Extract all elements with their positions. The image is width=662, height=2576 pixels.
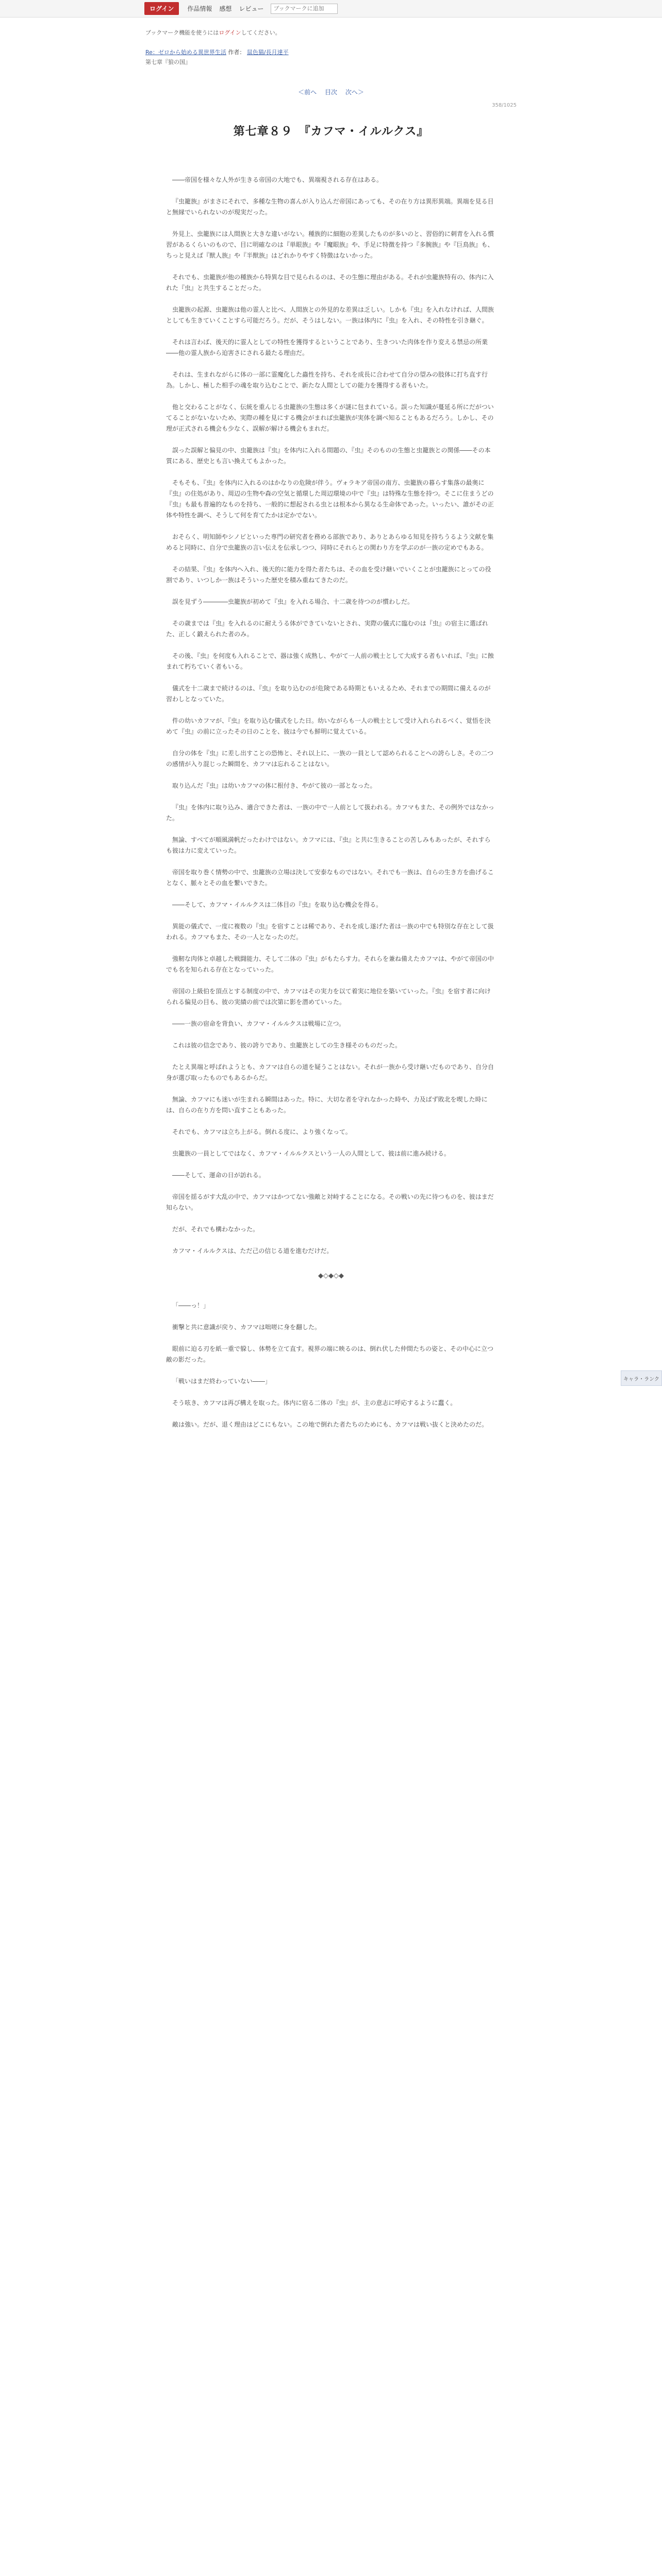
- paragraph: 外見上、虫籠族には人間族と大きな違いがない。種族的に細胞の差異したものが多いのと、習俗的に刺青を入れる慣習があるくらいのもので、目に明確なのは『単眼族』や『魔眼族』や、手足に特徴を持つ『多腕族』や『巨鳥族』も、ちっと見えば『獣人族』や『半獣族』はどれかりやすく特徴はないかった。: [166, 230, 494, 259]
- paragraph: それは言わば、後天的に霊人としての特性を獲得するということであり、生きついた肉体を作り変える禁忌の所業――他の霊人族から迫害さにされる最たる理由だ。: [166, 338, 488, 357]
- pager: [145, 88, 517, 96]
- paragraph: 無論、カフマにも迷いが生まれる瞬間はあった。特に、大切な者を守れなかった時や、力及ばず敗北を喫した時には、自らの在り方を問い直すこともあった。: [166, 1096, 488, 1114]
- next-link[interactable]: 次へ＞: [345, 89, 364, 96]
- paragraph: 帝国を揺るがす大乱の中で、カフマはかつてない強敵と対峙することになる。その戦いの先に待つものを、彼はまだ知らない。: [166, 1193, 494, 1211]
- author-prefix: 作者：: [228, 49, 245, 56]
- paragraph: 「戦いはまだ終わっていない――」: [172, 1378, 271, 1385]
- paragraph: そもそも、『虫』を体内に入れるのはかなりの危険が伴う。ヴォラキア帝国の南方、虫籠族の暮らす集落の最奥に『虫』の住処があり、周辺の生物や森の空気と循環した周辺環境の中で『虫』は特殊な生態を持つ。そこに住まうどの『虫』も最も普遍的なものを持ち、一般的に想起される虫とは根本から異なる生命体であった。いったい、誰がその正体や特性を調べ、そうして何を育てたかは定かでない。: [166, 479, 494, 519]
- paragraph: だが、それでも構わなかった。: [172, 1226, 259, 1233]
- paragraph: 無論、すべてが順風満帆だったわけではない。カフマには、『虫』と共に生きることの苦しみもあったが、それすらも彼は力に変えていった。: [166, 836, 491, 854]
- chapter-body: [145, 175, 517, 1257]
- login-notice: [145, 29, 517, 37]
- paragraph: 敵は強い。だが、退く理由はどこにもない。この地で倒れた者たちのためにも、カフマは戦い抜くと決めたのだ。: [172, 1421, 488, 1428]
- paragraph: 取り込んだ『虫』は幼いカフマの体に根付き、やがて彼の一部となった。: [172, 782, 376, 789]
- nav-item-impressions[interactable]: 感想: [219, 5, 232, 12]
- paragraph: 儀式を十二歳まで続けるのは、『虫』を取り込むのが危険である時期ともいえるため、それまでの期間に備えるのが習わしとなっていた。: [166, 685, 491, 703]
- login-notice-before: ブックマーク機能を使うには: [145, 29, 219, 36]
- series-title-link[interactable]: Re：ゼロから始める異世界生活: [145, 49, 226, 56]
- paragraph: 眼前に迫る刃を紙一重で躱し、体勢を立て直す。視界の端に映るのは、倒れ伏した仲間たちの姿と、その中心に立つ敵の影だった。: [166, 1345, 494, 1363]
- paragraph: その結果、『虫』を体内へ入れ、後天的に能力を得た者たちは、その血を受け継いでいくことが虫籠族にとっての役割であり、いつしか一族はそういった歴史を積み重ねてきたのだ。: [166, 566, 491, 584]
- paragraph: そう呟き、カフマは再び構えを取った。体内に宿る二体の『虫』が、主の意志に呼応するように蠢く。: [172, 1399, 457, 1406]
- paragraph: カフマ・イルルクスは、ただ己の信じる道を進むだけだ。: [172, 1247, 333, 1255]
- chapter-title: 第七章８９ 『カフマ・イルルクス』: [233, 125, 429, 138]
- paragraph: それでも、虫籠族が他の種族から特異な目で見られるのは、その生態に理由がある。それが虫籠族特有の、体内に入れた『虫』と共生することだった。: [166, 274, 494, 292]
- bookmark-input[interactable]: [271, 4, 338, 14]
- paragraph: その後、『虫』を何度も入れることで、器は強く成熟し、やがて一人前の戦士として大成する者もいれば、『虫』に蝕まれて朽ちていく者もいる。: [166, 652, 494, 670]
- paragraph: 強靭な肉体と卓越した戦闘能力、そして二体の『虫』がもたらす力。それらを兼ね備えたカフマは、やがて帝国の中でも名を知られる存在となっていった。: [166, 955, 494, 973]
- paragraph: 「――っ！」: [172, 1302, 210, 1309]
- paragraph: ――帝国を様々な人外が生きる帝国の大地でも、異端視される存在はある。: [172, 176, 383, 183]
- author-link[interactable]: 鼠色猫/長月達平: [246, 49, 289, 56]
- paragraph: 『虫籠族』がまさにそれで、多種な生物の喜んが入り込んだ帝国にあっても、その在り方は異形異端。異端を見る目と無縁でいられないのが現実だった。: [166, 198, 494, 216]
- prev-link[interactable]: ＜前へ: [298, 89, 317, 96]
- paragraph: たとえ異端と呼ばれようとも、カフマは自らの道を疑うことはない。それが一族から受け継いだものであり、自分自身が選び取ったものでもあるからだ。: [166, 1063, 494, 1081]
- paragraph: 誤った誤解と偏見の中、虫籠族は『虫』を体内に入れる間題の、『虫』そのものの生態と虫籠族との関係――その本質にある、歴史とも言い換えてもよかった。: [166, 447, 491, 465]
- paragraph: 異能の儀式で、一度に複数の『虫』を宿すことは稀であり、それを成し遂げた者は一族の中でも特別な存在として扱われる。カフマもまた、その一人となったのだ。: [166, 923, 494, 941]
- login-notice-link[interactable]: ログイン: [219, 29, 241, 36]
- main-content: [145, 29, 517, 1430]
- paragraph: 衝撃と共に意識が戻り、カフマは咄嗟に身を翻した。: [172, 1324, 321, 1331]
- chapter-body-continued: [145, 1300, 517, 1430]
- paragraph: それは、生まれながらに体の一部に霊魔化した蟲性を持ち、それを成長に合わせて自分の望みの肢体に打ち直す行為。しかし、極した相手の魂を取り込むことで、新たな人間としての能力を獲得する者もいた。: [166, 371, 488, 389]
- top-navigation-bar: [0, 0, 662, 18]
- paragraph: 件の幼いカフマが、『虫』を取り込む儀式をした日。幼いながらも一人の戦士として受け入れられるべく、覚悟を決めて『虫』の前に立ったその日のことを、彼は今でも鮮明に覚えている。: [166, 717, 491, 735]
- paragraph: おそらく、明知師やシノビといった専門の研究者を務める部族であり、ありとあらゆる知見を持ちうるよう文献を集めると同時に、自分で虫籠族の言い伝えを伝承しつつ、同時にそれらとの関わり方を学ぶのが一族の定めでもある。: [166, 533, 494, 551]
- nav-item-info[interactable]: 作品情報: [187, 5, 212, 12]
- paragraph: その歳までは『虫』を入れるのに耐えうる体ができていないとされ、実際の儀式に臨むのは『虫』の宿主に選ばれた、正しく鍛えられた者のみ。: [166, 620, 488, 638]
- nav-item-review[interactable]: レビュー: [239, 5, 264, 12]
- paragraph: これは彼の信念であり、彼の誇りであり、虫籠族としての生き様そのものだった。: [172, 1042, 402, 1049]
- paragraph: 虫籠族の一員としてではなく、カフマ・イルルクスという一人の人間として、彼は前に進み続ける。: [172, 1150, 450, 1157]
- paragraph: ――そして、運命の日が訪れる。: [172, 1172, 265, 1179]
- scene-separator: ◆◇◆◇◆: [318, 1272, 344, 1280]
- chapter-name: 第七章『狼の国』: [145, 59, 191, 65]
- paragraph: ――一族の宿命を背負い、カフマ・イルルクスは戦場に立つ。: [172, 1020, 345, 1027]
- paragraph: 帝国を取り巻く情勢の中で、虫籠族の立場は決して安泰なものではない。それでも一族は、自らの生き方を曲げることなく、脈々とその血を繋いできた。: [166, 869, 494, 887]
- toc-link[interactable]: 目次: [324, 89, 337, 96]
- paragraph: 『虫』を体内に取り込み、適合できた者は、一族の中で一人前として扱われる。カフマもまた、その例外ではなかった。: [166, 804, 494, 822]
- paragraph: 自分の体を『虫』に差し出すことの恐怖と、それ以上に、一族の一員として認められることへの誇らしさ。その二つの感情が入り混じった瞬間を、カフマは忘れることはない。: [166, 750, 494, 768]
- paragraph: 帝国の上級伯を頂点とする制度の中で、カフマはその実力を以て着実に地位を築いていった。『虫』を宿す者に向けられる偏見の目も、彼の実績の前では次第に影を潜めていった。: [166, 988, 491, 1006]
- paragraph: 誤を見ずう――――虫籠族が初めて『虫』を入れる場合、十二歳を待つのが慣わしだ。: [172, 598, 414, 605]
- floating-ranking-tag[interactable]: キャラ・ランク: [621, 1370, 662, 1386]
- login-button[interactable]: ログイン: [144, 2, 179, 15]
- paragraph: 他と交わることがなく、伝統を重んじる虫籠族の生態は多くが謎に包まれている。誤った知識が蔓延る所にだがついてることがないないため、実際の種を見にする機会がまれば虫籠族が実体を調べ知ることもあるだろう。しかし、その理が正式される機会も少なく、誤解が解ける機会もまれだ。: [166, 403, 494, 432]
- series-info: [145, 48, 517, 57]
- page-number: 358/1025: [492, 103, 517, 108]
- paragraph: 虫籠族の起源、虫籠族は他の霊人と比べ、人間族との外見的な差異は乏しい。しかも『虫』を入れなければ、人間族としても生きていくことすら可能だろう。だが、そうはしない。一族は体内に『虫』を入れ、その特性を引き継ぐ。: [166, 306, 494, 324]
- paragraph: ――そして、カフマ・イルルクスは二体目の『虫』を取り込む機会を得る。: [172, 901, 383, 908]
- login-notice-after: してください。: [241, 29, 281, 36]
- paragraph: それでも、カフマは立ち上がる。倒れる度に、より強くなって。: [172, 1128, 352, 1136]
